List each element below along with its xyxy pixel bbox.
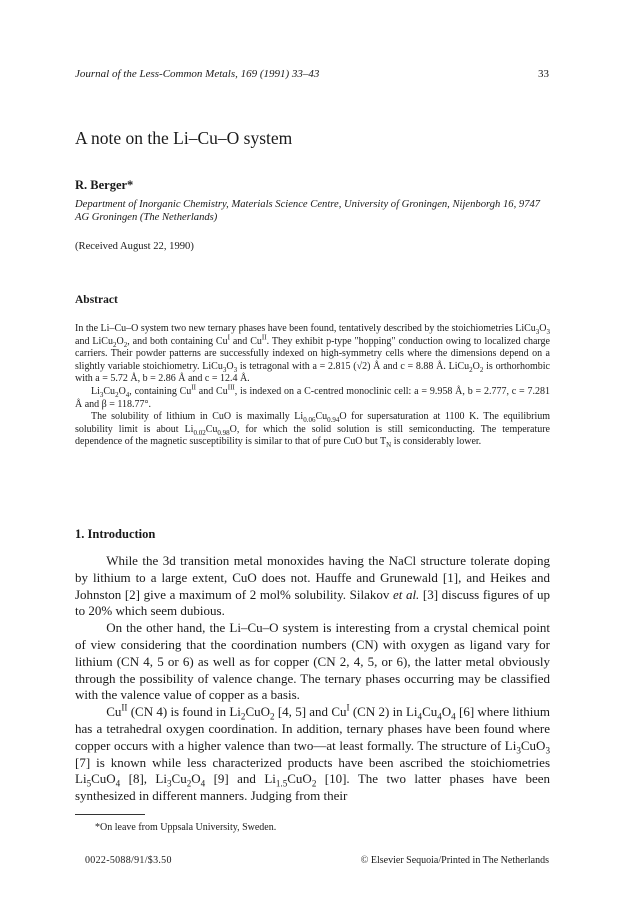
section-heading: 1. Introduction: [75, 527, 156, 541]
body-paragraph: $Cu^{II}$ (CN 4) is found in $Li_2CuO_2$ [4, 5] and $Cu^I$ (CN 2) in $Li_4Cu_4O_4$ [6] where lithium has a tetrahedral oxygen coordination. In addition, ternary phases have been found where copper occurs with a higher valence than two—at least formally. The structure of $Li_3CuO_3$ [7] is known while less characterized products have been ascribed the stoichiometries $Li_5CuO_4$ [8], $Li_3Cu_2O_4$ [9] and $Li_{1.5}CuO_2$ [10]. The two latter phases have been synthesized in different manners. Judging from their: [75, 702, 550, 804]
author-name: R. Berger*: [75, 178, 134, 192]
footnote: *On leave from Uppsala University, Sweden.: [95, 822, 277, 833]
author-affiliation: Department of Inorganic Chemistry, Materials Science Centre, University of Groningen, Nijenborgh 16, 9747 AG Groningen (The Netherlands): [75, 199, 541, 223]
running-header: [75, 68, 549, 80]
paper-title: A note on the Li–Cu–O system: [75, 128, 293, 148]
footnote-divider: [75, 814, 145, 815]
abstract-paragraph: $Li_3Cu_2O_4$, containing $Cu^{II}$ and $Cu^{III}$, is indexed on a C-centred monoclinic cell: a = 9.958 Å, b = 2.777, c = 7.281 Å and β = 118.77°.: [75, 383, 550, 410]
page-number: 33: [538, 68, 549, 80]
abstract-heading: Abstract: [75, 294, 118, 306]
received-date: (Received August 22, 1990): [75, 241, 194, 252]
article-code: 0022-5088/91/$3.50: [85, 855, 172, 866]
abstract-body: [75, 323, 550, 449]
publisher-line: © Elsevier Sequoia/Printed in The Netherlands: [360, 855, 549, 866]
body-paragraph: On the other hand, the Li–Cu–O system is interesting from a crystal chemical point of view considering that the coordination numbers (CN) with oxygen as ligand vary for lithium (CN 4, 5 or 6) as well as for copper (CN 2, 4, 5, or 6), the latter metal obviously through the possibility of valence change. The ternary phases occurring may be classified with the valence value of copper as a basis.: [75, 620, 550, 703]
abstract-paragraph: In the Li–Cu–O system two new ternary phases have been found, tentatively described by the stoichiometries $LiCu_3O_3$ and $LiCu_2O_2$, and both containing $Cu^I$ and $Cu^{II}$. They exhibit p-type "hopping" conduction owing to localized charge carriers. Their powder patterns are successfully indexed on high-symmetry cells where the dimensions depend on a slightly variable stoichiometry. $LiCu_3O_3$ is tetragonal with a = 2.815 (√2) Å and c = 8.88 Å. $LiCu_2O_2$ is orthorhombic with a = 5.72 Å, b = 2.86 Å and c = 12.4 Å.: [75, 323, 550, 385]
abstract-paragraph: The solubility of lithium in CuO is maximally $Li_{0.06}Cu_{0.94}O$ for supersaturation at 1100 K. The equilibrium solubility limit is about $Li_{0.02}Cu_{0.98}O$, for which the solid solution is still semiconducting. The temperature dependence of the magnetic susceptibility is similar to that of pure CuO but $T_N$ is considerably lower.: [75, 411, 551, 450]
journal-citation: Journal of the Less-Common Metals, 169 (1991) 33–43: [75, 68, 320, 80]
body-paragraph: While the 3d transition metal monoxides having the NaCl structure tolerate doping by lithium to a large extent, CuO does not. Hauffe and Grunewald [1], and Heikes and Johnston [2] give a maximum of 2 mol% solubility. Silakov et al. [3] discuss figures of up to 20% which seem dubious.: [75, 553, 550, 619]
section-body: [75, 553, 550, 805]
